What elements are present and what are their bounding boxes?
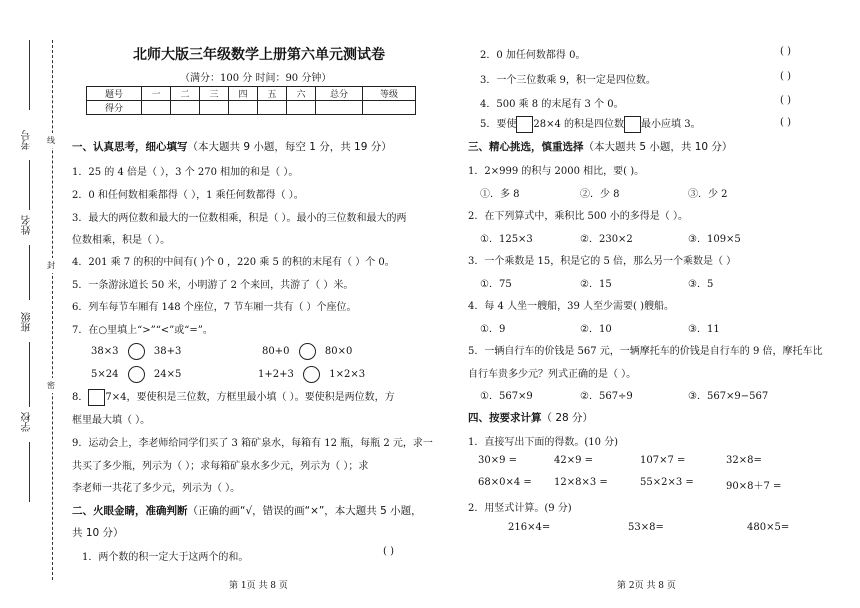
section-3-note: （本大题共 5 小题，共 10 分） xyxy=(583,141,733,153)
section-2-note: （正确的画“√，错误的画“×”，本大题共 5 小题， xyxy=(187,505,422,517)
s3-question-1: 1．2×999 的积与 2000 相比，要( )。 xyxy=(468,166,645,177)
score-cell[interactable] xyxy=(229,101,258,115)
score-header-cell: 四 xyxy=(229,87,258,101)
calc-item: 42×9 = xyxy=(554,455,594,466)
section-4-title: 四、按要求计算 xyxy=(468,412,542,424)
s1-question-8-line-2: 框里最大填（ ）。 xyxy=(72,415,151,426)
s3-question-5-line-1: 5．一辆自行车的价钱是 567 元，一辆摩托车的价钱是自行车的 9 倍，摩托车比 xyxy=(468,346,823,357)
vertical-calc-item: 480×5= xyxy=(747,522,790,533)
binding-label-school: 学校 xyxy=(22,412,33,432)
compare-left: 5×24 xyxy=(91,369,119,380)
compare-right: 24×5 xyxy=(153,369,182,380)
page-footer-left: 第 1页 共 8 页 xyxy=(229,581,288,591)
q8-number: 8． xyxy=(72,392,89,403)
page-footer-right: 第 2页 共 8 页 xyxy=(617,581,676,591)
calc-item: 30×9 = xyxy=(478,455,518,466)
s1-question-9-line-3: 李老师一共花了多少元，列示为（ ）。 xyxy=(72,483,241,494)
binding-label-class: 班级 xyxy=(22,312,33,332)
compare-right: 1×2×3 xyxy=(329,369,366,380)
s2-item-3: 3．一个三位数乘 9，积一定是四位数。 xyxy=(480,75,656,86)
s3-q3-option-1[interactable]: ①．75 xyxy=(480,279,512,290)
s3-q1-option-3[interactable]: ③．少 2 xyxy=(688,189,728,200)
calc-item: 90×8＋7 = xyxy=(726,481,782,492)
s1-question-3-line-2: 位数相乘，积是（ ）。 xyxy=(72,235,171,246)
s1-question-7: 7．在○里填上“>”“<”或“=”。 xyxy=(72,325,213,336)
binding-char-feng: 封 xyxy=(47,258,55,273)
score-table-header-row xyxy=(87,87,416,101)
s2-item-1: 1．两个数的积一定大于这两个的和。 xyxy=(82,552,249,563)
s1-question-9-line-1: 9．运动会上，李老师给同学们买了 3 箱矿泉水，每箱有 12 瓶，每瓶 2 元，求一 xyxy=(72,438,433,449)
s1-question-4: 4．201 乘 7 的积的中间有( )个 0 ，220 乘 5 的积的末尾有（ ）个 0。 xyxy=(72,257,395,268)
s2-item-5-part-c: 最小应填 3。 xyxy=(641,119,701,130)
binding-char-xian: 线 xyxy=(47,133,55,148)
s2-item-4: 4．500 乘 8 的末尾有 3 个 0。 xyxy=(480,99,624,110)
score-header-cell: 一 xyxy=(142,87,171,101)
compare-circle[interactable] xyxy=(128,343,145,360)
binding-fill-line xyxy=(29,160,30,210)
compare-circle[interactable] xyxy=(303,366,320,383)
score-table xyxy=(86,86,416,115)
calc-item: 68×0×4 = xyxy=(478,477,532,488)
s2-answer-paren-4[interactable]: ( ) xyxy=(780,95,791,106)
compare-item-2 xyxy=(262,343,352,360)
section-4-note: （ 28 分） xyxy=(541,412,594,424)
s2-item-5-part-b: 28×4 的积是四位数 xyxy=(533,119,625,130)
compare-circle[interactable] xyxy=(299,343,316,360)
score-header-cell: 题号 xyxy=(87,87,142,101)
score-header-cell: 六 xyxy=(287,87,316,101)
section-1-note: （本大题共 9 小题，每空 1 分，共 19 分） xyxy=(187,141,392,153)
section-3-title: 三、精心挑选，慎重选择 xyxy=(468,141,584,153)
s3-q2-option-1[interactable]: ①．125×3 xyxy=(480,234,533,245)
s3-q2-option-3[interactable]: ③．109×5 xyxy=(688,234,741,245)
score-cell[interactable] xyxy=(258,101,287,115)
vertical-calc-item: 216×4= xyxy=(508,522,551,533)
s3-question-3: 3．一个乘数是 15，积是它的 5 倍，那么另一个乘数是（ ） xyxy=(468,256,737,267)
compare-left: 38×3 xyxy=(91,346,119,357)
binding-fill-line xyxy=(29,342,30,407)
binding-dashed-line xyxy=(52,40,53,580)
s1-question-3-line-1: 3．最大的两位数和最大的一位数相乘，积是（ ）。最小的三位数和最大的两 xyxy=(72,213,407,224)
section-2-note-line-2: 共 10 分） xyxy=(72,527,124,539)
score-cell[interactable] xyxy=(287,101,316,115)
compare-left: 80+0 xyxy=(262,346,290,357)
section-1-title: 一、认真思考，细心填写 xyxy=(72,141,188,153)
page-title: 北师大版三年级数学上册第六单元测试卷 xyxy=(133,47,385,63)
score-header-cell: 二 xyxy=(171,87,200,101)
section-3-heading xyxy=(468,139,732,154)
score-cell[interactable] xyxy=(316,101,363,115)
binding-char-mi: 密 xyxy=(47,378,55,393)
binding-label-exam-number: 考号 xyxy=(22,130,33,150)
s2-item-2: 2．0 加任何数都得 0。 xyxy=(480,50,586,61)
score-header-cell: 五 xyxy=(258,87,287,101)
score-table-score-row xyxy=(87,101,416,115)
score-row-label: 得分 xyxy=(87,101,142,115)
binding-label-name: 姓名 xyxy=(22,215,33,235)
compare-circle[interactable] xyxy=(128,366,145,383)
s1-question-6: 6．列车每节车厢有 148 个座位，7 节车厢一共有（ ）个座位。 xyxy=(72,302,357,313)
s3-q2-option-2[interactable]: ②．230×2 xyxy=(580,234,633,245)
s3-q3-option-2[interactable]: ②．15 xyxy=(580,279,612,290)
s4-question-2: 2．用竖式计算。(9 分) xyxy=(468,503,572,514)
q8-answer-box[interactable] xyxy=(88,389,105,406)
compare-right: 80×0 xyxy=(324,346,353,357)
score-cell[interactable] xyxy=(363,101,416,115)
s2-answer-paren-3[interactable]: ( ) xyxy=(780,71,791,82)
binding-fill-line xyxy=(29,40,30,110)
score-header-cell: 总分 xyxy=(316,87,363,101)
s3-q5-option-1[interactable]: ①．567×9 xyxy=(480,391,533,402)
s2-item-5-box[interactable] xyxy=(624,116,641,133)
calc-item: 55×2×3 = xyxy=(640,477,694,488)
s3-q4-option-3[interactable]: ③．11 xyxy=(688,324,720,335)
binding-fill-line xyxy=(29,245,30,300)
s1-question-8-line-1 xyxy=(72,388,395,406)
score-cell[interactable] xyxy=(200,101,229,115)
s4-question-1: 1．直接写出下面的得数。(10 分) xyxy=(468,437,619,448)
section-4-heading xyxy=(468,410,593,425)
q8-text: 7×4，要使积是三位数，方框里最小填（ ）。要使积是两位数，方 xyxy=(105,392,395,403)
calc-item: 32×8= xyxy=(726,455,762,466)
calc-item: 107×7 = xyxy=(640,455,686,466)
compare-item-3 xyxy=(91,366,181,383)
vertical-calc-item: 53×8= xyxy=(628,522,664,533)
binding-fill-line xyxy=(29,442,30,502)
s3-question-4: 4．每 4 人坐一艘船，39 人至少需要( )艘船。 xyxy=(468,301,674,312)
s2-answer-paren-5[interactable]: ( ) xyxy=(780,117,791,128)
section-2-title: 二、火眼金睛，准确判断 xyxy=(72,505,188,517)
s3-q3-option-3[interactable]: ③．5 xyxy=(688,279,714,290)
s1-question-1: 1．25 的 4 倍是（ ），3 个 270 相加的和是（ ）。 xyxy=(72,167,299,178)
compare-item-1 xyxy=(91,343,181,360)
s3-q4-option-2[interactable]: ②．10 xyxy=(580,324,612,335)
score-header-cell: 三 xyxy=(200,87,229,101)
calc-item: 12×8×3 = xyxy=(554,477,608,488)
s2-item-5-part-a: 5．要使 xyxy=(480,119,517,130)
s3-question-5-line-2: 自行车贵多少元？列式正确的是（ ）。 xyxy=(468,369,637,380)
page-subtitle: （满分：100 分 时间：90 分钟） xyxy=(180,73,332,84)
s3-q5-option-2[interactable]: ②．567÷9 xyxy=(580,391,633,402)
s1-question-9-line-2: 共买了多少瓶，列示为（ ）；求每箱矿泉水多少元，列示为（ ）；求 xyxy=(72,461,369,472)
s2-item-5 xyxy=(480,115,701,133)
section-1-heading xyxy=(72,139,392,154)
compare-left: 1+2+3 xyxy=(258,369,294,380)
compare-item-4 xyxy=(258,366,365,383)
s3-question-2: 2．在下列算式中，乘积比 500 小的多得是（ ）。 xyxy=(468,211,688,222)
section-2-heading xyxy=(72,503,422,518)
score-cell[interactable] xyxy=(142,101,171,115)
s3-q5-option-3[interactable]: ③．567×9−567 xyxy=(688,391,769,402)
s2-answer-paren-2[interactable]: ( ) xyxy=(780,46,791,57)
s3-q1-option-2[interactable]: ②．少 8 xyxy=(580,189,620,200)
s2-answer-paren-1[interactable]: ( ) xyxy=(383,546,394,557)
s2-item-5-box[interactable] xyxy=(516,116,533,133)
s1-question-5: 5．一条游泳道长 50 米，小明游了 2 个来回，共游了（ ）米。 xyxy=(72,280,354,291)
score-header-cell: 等级 xyxy=(363,87,416,101)
score-cell[interactable] xyxy=(171,101,200,115)
s3-q1-option-1[interactable]: ①．多 8 xyxy=(480,189,520,200)
s3-q4-option-1[interactable]: ①．9 xyxy=(480,324,506,335)
compare-right: 38+3 xyxy=(153,346,182,357)
s1-question-2: 2．0 和任何数相乘都得（ ），1 乘任何数都得（ ）。 xyxy=(72,190,304,201)
